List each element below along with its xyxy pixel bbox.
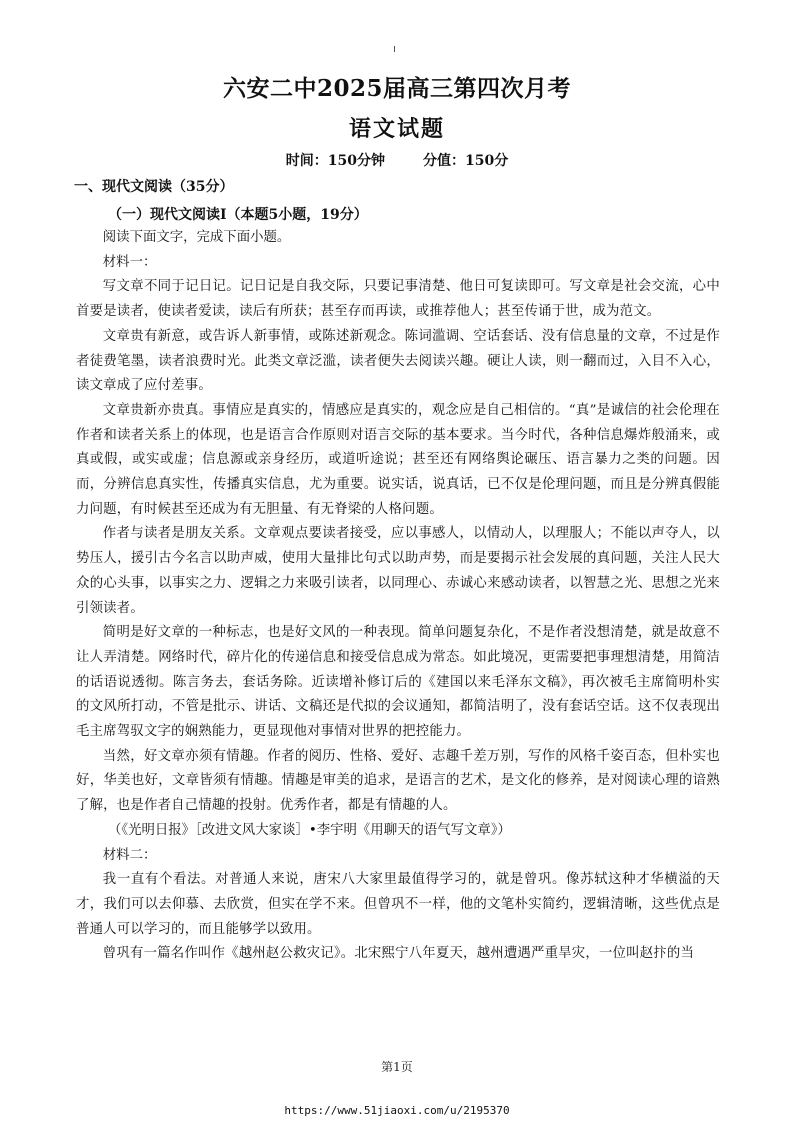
material2-label: 材料二： [102,847,157,863]
material1-paragraph: 文章贵有新意，或告诉人新事情，或陈述新观念。陈词滥调、空话套话、没有信息量的文章，不过是作者徒费笔墨，读者浪费时光。此类文章泛滥，读者便失去阅读兴趣。硬让人读，则一翻而过，入目不入心，读文章成了应付差事。 [76,328,720,394]
material1-source: （《光明日报》［改进文风大家谈］•李宇明《用聊天的语气写文章》） [108,822,511,838]
subsection-heading: （一）现代文阅读Ⅰ（本题5小题，19分） [108,207,368,223]
exam-time: 时间：150分钟 [285,153,385,169]
material1-paragraph: 作者与读者是朋友关系。文章观点要读者接受，应以事感人，以情动人，以理服人；不能以声夺人，以势压人，援引古今名言以助声威，使用大量排比句式以助声势，而是要揭示社会发展的真问题，关注人民大众的心头事，以事实之力、逻辑之力来吸引读者，以同理心、赤诚心来感动读者，以智慧之光、思想之光来引领读者。 [76,526,720,616]
exam-title: 六安二中2025届高三第四次月考 [222,75,571,102]
material1-paragraph: 当然，好文章亦须有情趣。作者的阅历、性格、爱好、志趣千差万别，写作的风格千姿百态，但朴实也好，华美也好，文章皆须有情趣。情趣是审美的追求，是语言的艺术，是文化的修养，是对阅读心理的谙熟了解，也是作者自己情趣的投射。优秀作者，都是有情趣的人。 [76,748,720,814]
material1-label: 材料一： [102,254,157,270]
exam-score: 分值：150分 [423,153,509,169]
exam-subtitle: 语文试题 [348,116,445,142]
footer-url[interactable]: https://www.51jiaoxi.com/u/2195370 [284,1104,510,1117]
page-top-mark [394,46,395,52]
material1-paragraph: 文章贵新亦贵真。事情应是真实的，情感应是真实的，观念应是自己相信的。“真”是诚信的社会伦理在作者和读者关系上的体现，也是语言合作原则对语言交际的基本要求。当今时代，各种信息爆炸般涌来，或真或假，或实或虚；信息源或亲身经历，或道听途说；甚至还有网络舆论碾压、语言暴力之类的问题。因而，分辨信息真实性，传播真实信息，尤为重要。说实话，说真话，已不仅是伦理问题，而且是分辨真假能力问题，有时候甚至还成为有无胆量、有无脊梁的人格问题。 [76,402,720,517]
reading-instruction: 阅读下面文字，完成下面小题。 [102,230,291,245]
page-number: 第1页 [381,1060,413,1074]
material2-paragraph: 我一直有个看法。对普通人来说，唐宋八大家里最值得学习的，就是曾巩。像苏轼这种才华横溢的天才，我们可以去仰慕、去欣赏，但实在学不来。但曾巩不一样，他的文笔朴实简约，逻辑清晰，这些优点是普通人可以学习的，而且能够学以致用。 [76,872,720,937]
material2-paragraph: 曾巩有一篇名作叫作《越州赵公救灾记》。北宋熙宁八年夏天，越州遭遇严重旱灾，一位叫赵抃的当 [102,946,695,962]
exam-meta [0,150,794,170]
material1-paragraph: 写文章不同于记日记。记日记是自我交际，只要记事清楚、他日可复读即可。写文章是社会交流，心中首要是读者，使读者爱读，读后有所获；甚至存而再读，或推荐他人；甚至传诵于世，成为范文。 [76,279,720,320]
section-heading: 一、现代文阅读（35分） [74,179,234,195]
exam-content [76,176,720,967]
material1-paragraph: 简明是好文章的一种标志，也是好文风的一种表现。简单问题复杂化，不是作者没想清楚，就是故意不让人弄清楚。网络时代，碎片化的传递信息和接受信息成为常态。如此境况，更需要把事理想清楚，用简洁的话语说透彻。陈言务去，套话务除。近读增补修订后的《建国以来毛泽东文稿》，再次被毛主席简明朴实的文风所打动，不管是批示、讲话、文稿还是代拟的会议通知，都简洁明了，没有套话空话。这不仅表现出毛主席驾驭文字的娴熟能力，更显现他对事情对世界的把控能力。 [76,625,720,740]
